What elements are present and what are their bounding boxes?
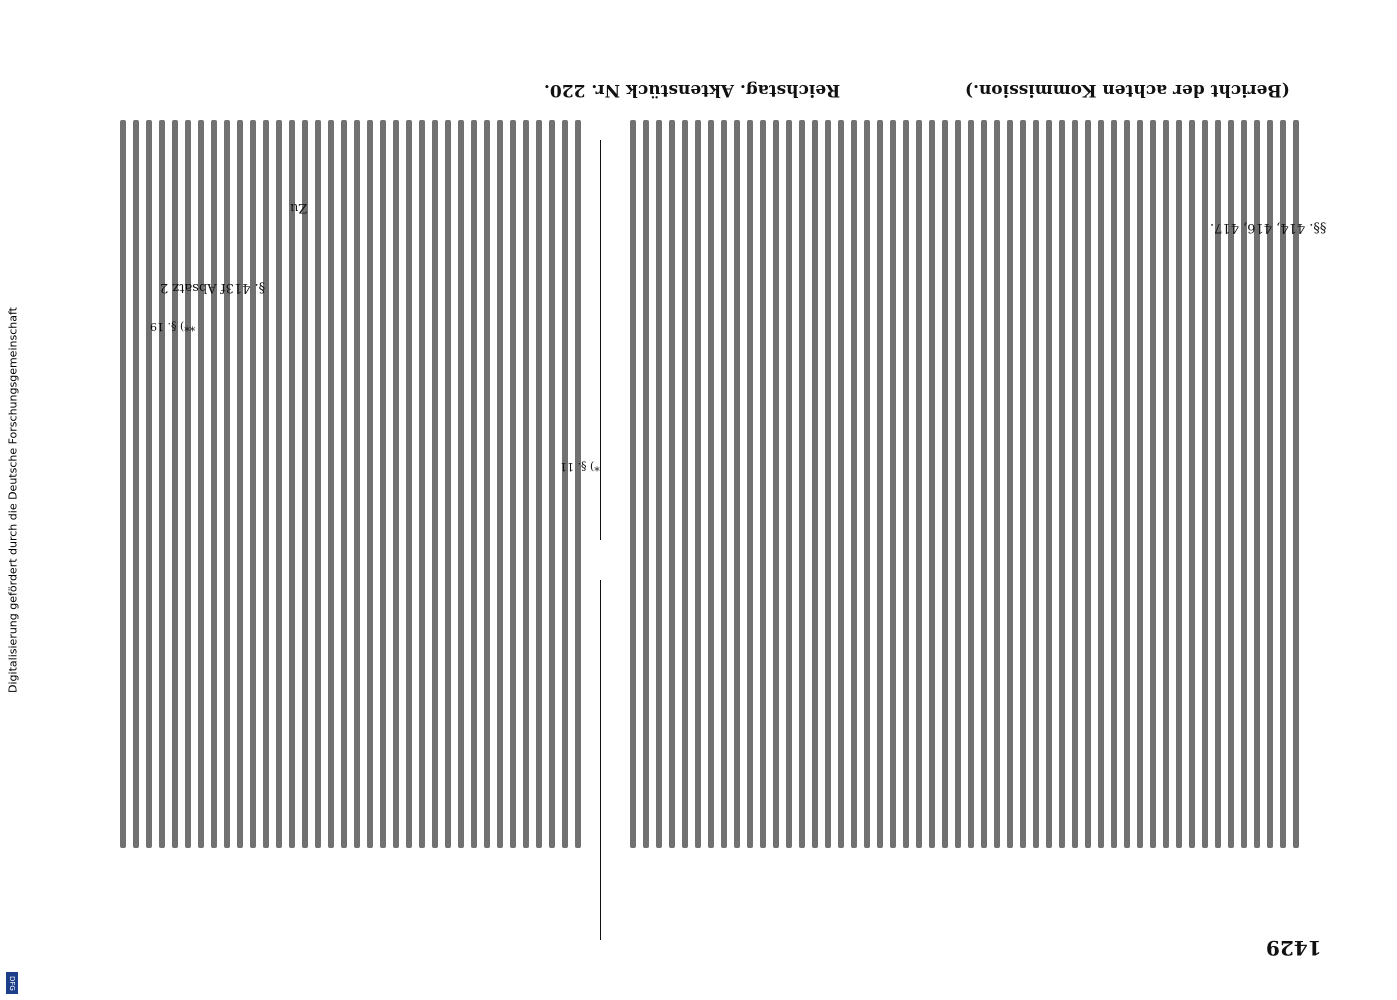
running-head-right: (Bericht der achten Kommission.) — [965, 80, 1290, 100]
text-line — [575, 120, 581, 848]
text-line — [877, 120, 883, 848]
text-line — [406, 120, 412, 848]
text-line — [773, 120, 779, 848]
text-line — [994, 120, 1000, 848]
text-line — [942, 120, 948, 848]
text-line — [1020, 120, 1026, 848]
text-line — [549, 120, 555, 848]
text-line — [1111, 120, 1117, 848]
text-line — [734, 120, 740, 848]
text-line — [1007, 120, 1013, 848]
text-line — [1163, 120, 1169, 848]
text-line — [263, 120, 269, 848]
text-line — [471, 120, 477, 848]
left-column-body — [110, 80, 590, 940]
text-line — [656, 120, 662, 848]
text-line — [289, 120, 295, 848]
text-line — [968, 120, 974, 848]
text-line — [903, 120, 909, 848]
text-line — [890, 120, 896, 848]
text-line — [812, 120, 818, 848]
footnote-marker: *) §. 11 — [560, 460, 600, 473]
text-line — [1176, 120, 1182, 848]
text-line — [354, 120, 360, 848]
text-line — [851, 120, 857, 848]
text-line — [133, 120, 139, 848]
text-line — [484, 120, 490, 848]
text-line — [341, 120, 347, 848]
text-line — [523, 120, 529, 848]
dfg-logo: DFG — [6, 972, 18, 994]
text-line — [916, 120, 922, 848]
text-line — [315, 120, 321, 848]
footnote-marker: **) §. 19 — [150, 320, 196, 333]
text-line — [1150, 120, 1156, 848]
right-column-body — [620, 80, 1310, 940]
text-line — [682, 120, 688, 848]
text-line — [955, 120, 961, 848]
text-line — [708, 120, 714, 848]
text-line — [929, 120, 935, 848]
text-line — [237, 120, 243, 848]
text-line — [1059, 120, 1065, 848]
text-line — [159, 120, 165, 848]
text-line — [838, 120, 844, 848]
text-line — [1072, 120, 1078, 848]
text-line — [536, 120, 542, 848]
text-line — [981, 120, 987, 848]
text-line — [799, 120, 805, 848]
text-line — [669, 120, 675, 848]
text-line — [825, 120, 831, 848]
text-line — [250, 120, 256, 848]
document-page — [90, 60, 1330, 960]
text-line — [643, 120, 649, 848]
text-line — [328, 120, 334, 848]
text-line — [747, 120, 753, 848]
text-line — [120, 120, 126, 848]
text-line — [185, 120, 191, 848]
text-line — [695, 120, 701, 848]
credit-text: Digitalisierung gefördert durch die Deutsche Forschungsgemeinschaft — [6, 307, 20, 693]
text-line — [510, 120, 516, 848]
text-line — [380, 120, 386, 848]
text-line — [146, 120, 152, 848]
text-line — [302, 120, 308, 848]
text-line — [864, 120, 870, 848]
section-heading: §§. 414, 416, 417. — [1210, 220, 1327, 235]
text-line — [1124, 120, 1130, 848]
text-line — [432, 120, 438, 848]
text-line — [630, 120, 636, 848]
column-divider — [600, 140, 601, 540]
text-line — [1033, 120, 1039, 848]
text-line — [198, 120, 204, 848]
running-head-left: Reichstag. Aktenstück Nr. 220. — [543, 80, 840, 100]
text-line — [367, 120, 373, 848]
text-line — [760, 120, 766, 848]
text-line — [1202, 120, 1208, 848]
text-line — [497, 120, 503, 848]
text-line — [224, 120, 230, 848]
section-heading: §. 413f Absatz 2 — [160, 280, 266, 295]
text-line — [786, 120, 792, 848]
text-line — [1189, 120, 1195, 848]
text-line — [393, 120, 399, 848]
text-line — [562, 120, 568, 848]
text-line — [458, 120, 464, 848]
page-number: 1429 — [1266, 936, 1322, 960]
text-line — [276, 120, 282, 848]
section-heading: Zu — [290, 200, 308, 215]
text-line — [172, 120, 178, 848]
text-line — [211, 120, 217, 848]
column-divider — [600, 580, 601, 940]
text-line — [1098, 120, 1104, 848]
text-line — [1085, 120, 1091, 848]
text-line — [419, 120, 425, 848]
text-line — [721, 120, 727, 848]
digitization-credit — [6, 0, 20, 1000]
text-line — [1137, 120, 1143, 848]
text-line — [445, 120, 451, 848]
text-line — [1046, 120, 1052, 848]
